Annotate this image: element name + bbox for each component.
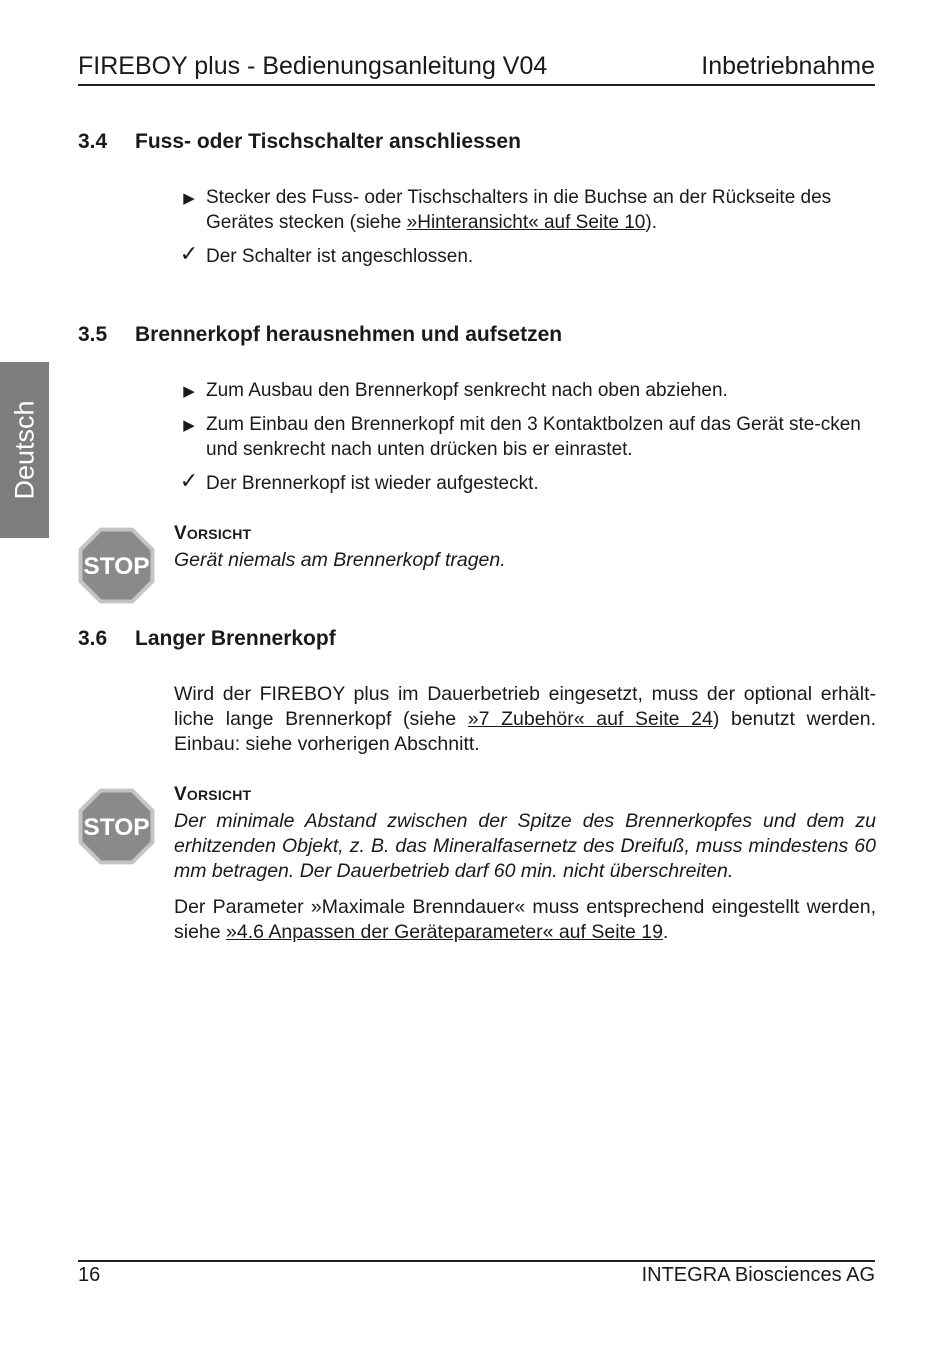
cross-reference-link[interactable]: »4.6 Anpassen der Geräteparameter« auf Seite 19 <box>226 921 663 943</box>
document-title: FIREBOY plus - Bedienungsanleitung V04 <box>78 52 548 80</box>
language-tab <box>0 362 49 538</box>
instruction-step <box>176 185 876 235</box>
caution-text: Gerät niemals am Brennerkopf tragen. <box>174 549 506 571</box>
page-footer <box>78 1260 875 1290</box>
paragraph: Wird der FIREBOY plus im Dauerbetrieb eingesetzt, muss der optional erhält-liche lange Brennerkopf (siehe »7 Zubehör« auf Seite 24) benutzt werden. Einbau: siehe vorherigen Abschnitt. <box>174 683 876 755</box>
company-name: INTEGRA Biosciences AG <box>641 1264 875 1286</box>
cross-reference-link[interactable]: »7 Zubehör« auf Seite 24 <box>467 708 713 730</box>
step-text: Stecker des Fuss- oder Tischschalters in die Buchse an der Rückseite des Gerätes stecken (siehe <box>206 187 832 233</box>
caution-heading: VORSICHT <box>174 523 252 544</box>
step-text-end: ). <box>645 212 657 233</box>
stop-sign-icon <box>77 787 156 866</box>
triangle-right-icon: ▶ <box>183 417 195 434</box>
paragraph: Der Parameter »Maximale Brenndauer« muss entsprechend eingestellt werden, siehe »4.6 Anpassen der Geräteparameter« auf Seite 19. <box>174 896 876 943</box>
section-title: Langer Brennerkopf <box>135 627 336 650</box>
caution-text: Der minimale Abstand zwischen der Spitze des Brennerkopfes und dem zu erhitzenden Objekt, z. B. das Mineralfasernetz des Dreifuß, muss mindestens 60 mm betragen. Der Dauerbetrieb darf 60 min. nicht überschreiten. <box>174 810 876 882</box>
result-text: Der Brennerkopf ist wieder aufgesteckt. <box>206 473 539 494</box>
chapter-title: Inbetriebnahme <box>701 52 875 80</box>
section-heading-3-4 <box>78 130 521 154</box>
language-tab-label: Deutsch <box>9 400 39 500</box>
section-heading-3-6 <box>78 627 336 651</box>
cross-reference-link[interactable]: »Hinteransicht« auf Seite 10 <box>406 212 646 233</box>
checkmark-icon: ✓ <box>179 241 199 266</box>
caution-heading: VORSICHT <box>174 784 252 805</box>
page-header <box>78 52 875 86</box>
section-title: Brennerkopf herausnehmen und aufsetzen <box>135 323 563 346</box>
result-step <box>176 468 876 496</box>
stop-sign-icon <box>77 526 156 605</box>
section-number: 3.4 <box>78 130 108 153</box>
step-text: Zum Einbau den Brennerkopf mit den 3 Kontaktbolzen auf das Gerät ste-cken und senkrecht nach unten drücken bis er einrastet. <box>206 414 861 460</box>
page-number: 16 <box>78 1264 101 1286</box>
section-number: 3.5 <box>78 323 108 346</box>
stop-sign-label: STOP <box>83 814 150 842</box>
result-text: Der Schalter ist angeschlossen. <box>206 246 474 267</box>
step-text: Zum Ausbau den Brennerkopf senkrecht nach oben abziehen. <box>206 380 728 401</box>
stop-sign-label: STOP <box>83 553 150 581</box>
section-number: 3.6 <box>78 627 108 650</box>
section-heading-3-5 <box>78 323 562 347</box>
instruction-step <box>176 378 876 403</box>
instruction-step <box>176 412 876 462</box>
section-title: Fuss- oder Tischschalter anschliessen <box>135 130 521 153</box>
triangle-right-icon: ▶ <box>183 190 195 207</box>
checkmark-icon: ✓ <box>179 468 199 493</box>
result-step <box>176 241 876 269</box>
triangle-right-icon: ▶ <box>183 383 195 400</box>
